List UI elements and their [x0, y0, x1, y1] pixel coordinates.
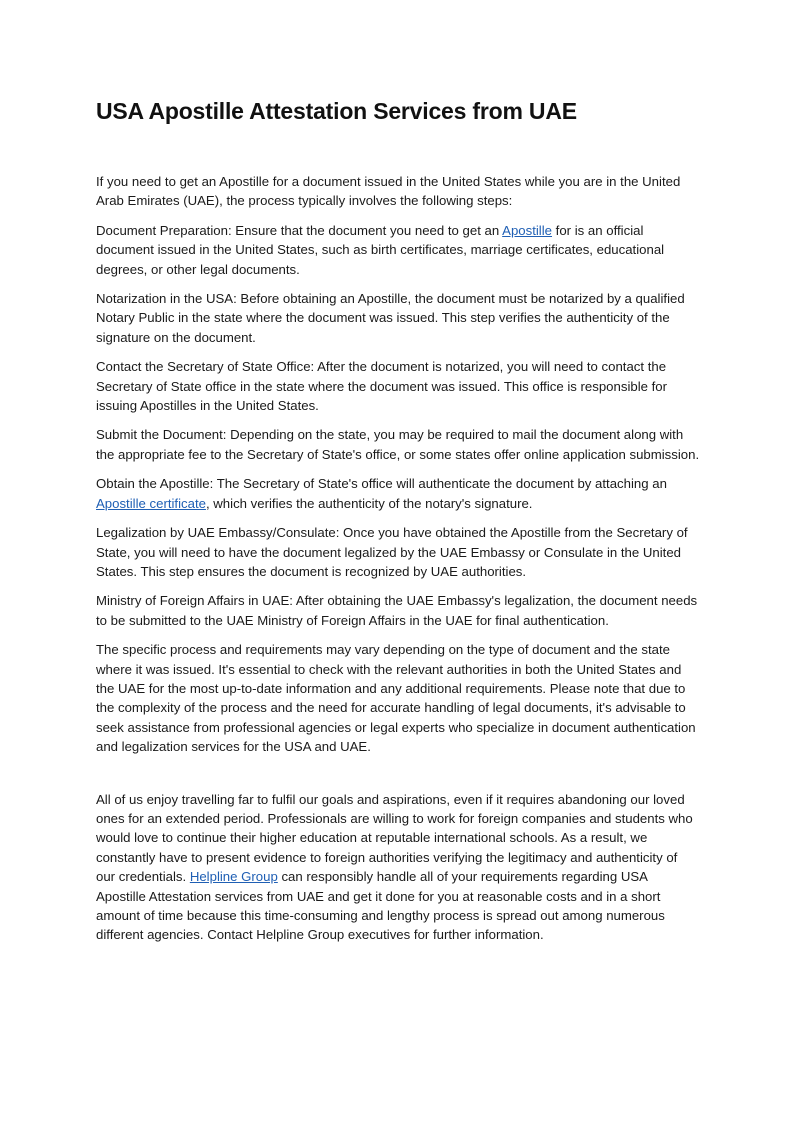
step-legalization-embassy: Legalization by UAE Embassy/Consulate: Once you have obtained the Apostille from the Secretary of State, you will need to have the document legalized by the UAE Embassy or Consulate in the United States. This step ensures the document is recognized by UAE authorities.	[96, 525, 688, 579]
page-title: USA Apostille Attestation Services from UAE	[96, 98, 577, 124]
closing-text: can responsibly handle all of your requirements regarding USA Apostille Attestation services from UAE and get it done for you at reasonable costs and in a short amount of time because this time-consuming and lengthy process is spread out among numerous different agencies. Contact Helpline Group executives for further information.	[96, 869, 665, 943]
step-ministry-foreign-affairs: Ministry of Foreign Affairs in UAE: After obtaining the UAE Embassy's legalization, the document needs to be submitted to the UAE Ministry of Foreign Affairs in the UAE for final authentication.	[96, 593, 698, 628]
step-notarization: Notarization in the USA: Before obtaining an Apostille, the document must be notarized by a qualified Notary Public in the state where the document was issued. This step verifies the authenticity of the signature on the document.	[96, 291, 685, 345]
apostille-link[interactable]: Apostille	[502, 222, 553, 238]
step-text: Document Preparation: Ensure that the document you need to get an	[96, 222, 503, 238]
note-paragraph: The specific process and requirements may vary depending on the type of document and the state where it was issued. It's essential to check with the relevant authorities in both the United States and the UAE for the most up-to-date information and any additional requirements. Please note that due to the complexity of the process and the need for accurate handling of legal documents, it's advisable to seek assistance from professional agencies or legal experts who specialize in document authentication and legalization services for the USA and UAE.	[96, 642, 696, 755]
closing-text: All of us enjoy travelling far to fulfil our goals and aspirations, even if it requires abandoning our loved ones for an extended period. Professionals are willing to work for foreign companies and students who would love to continue their higher education at reputable international schools. As a result, we constantly have to present evidence to foreign authorities verifying the legitimacy and authenticity of our credentials.	[96, 791, 693, 885]
closing-paragraph	[96, 790, 700, 945]
document-body	[96, 172, 700, 955]
step-submit-document: Submit the Document: Depending on the state, you may be required to mail the document along with the appropriate fee to the Secretary of State's office, or some states offer online application submission.	[96, 427, 700, 462]
helpline-group-link[interactable]: Helpline Group	[189, 869, 278, 885]
intro-paragraph: If you need to get an Apostille for a document issued in the United States while you are in the United Arab Emirates (UAE), the process typically involves the following steps:	[96, 174, 681, 209]
step-obtain-apostille	[96, 474, 700, 513]
step-text: for is an official document issued in the United States, such as birth certificates, marriage certificates, educational degrees, or other legal documents.	[96, 222, 665, 277]
step-text: Obtain the Apostille: The Secretary of State's office will authenticate the document by attaching an	[96, 476, 667, 492]
apostille-certificate-link[interactable]: Apostille certificate	[96, 495, 206, 511]
step-contact-secretary: Contact the Secretary of State Office: After the document is notarized, you will need to contact the Secretary of State office in the state where the document was issued. This office is responsible for issuing Apostilles in the United States.	[96, 359, 668, 414]
step-text: , which verifies the authenticity of the notary's signature.	[205, 495, 533, 511]
step-document-preparation	[96, 221, 700, 279]
